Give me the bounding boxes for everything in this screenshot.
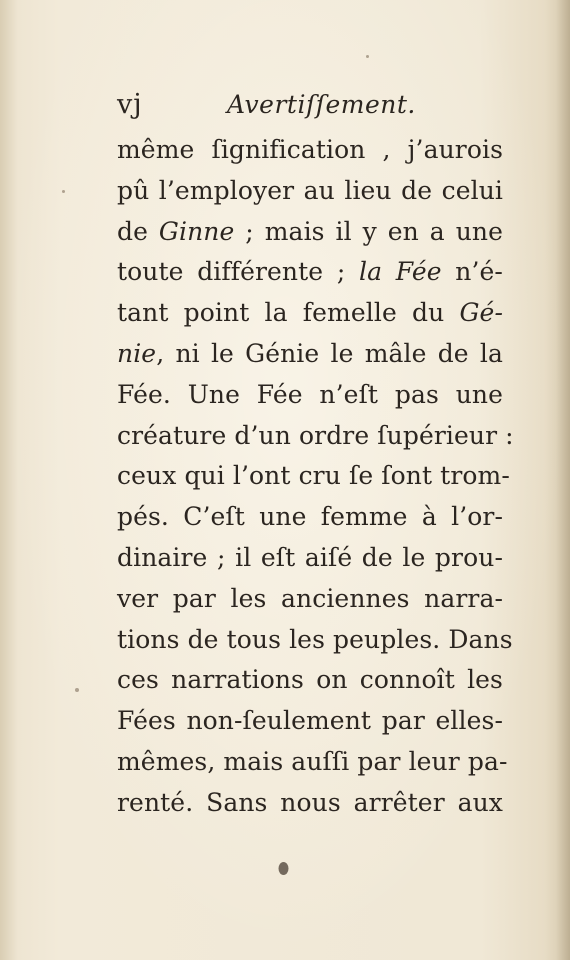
text-segment: renté. Sans nous arrêter aux bbox=[117, 787, 503, 817]
text-segment: toute différente ; bbox=[117, 257, 360, 287]
text-line bbox=[117, 130, 503, 171]
italic-text-segment: nie bbox=[117, 338, 157, 368]
text-line bbox=[117, 660, 503, 701]
text-line bbox=[117, 334, 503, 375]
text-line bbox=[117, 293, 503, 334]
text-line bbox=[117, 701, 503, 742]
text-segment: pés. C’eſt une femme à l’or- bbox=[117, 502, 503, 532]
text-segment: même ſignification , j’aurois bbox=[117, 135, 503, 164]
text-line bbox=[117, 783, 503, 824]
italic-text-segment: Ginne bbox=[158, 216, 235, 246]
text-line bbox=[117, 171, 503, 212]
paper-speck bbox=[75, 688, 79, 692]
text-segment: ver par les anciennes narra- bbox=[117, 583, 503, 613]
page-header bbox=[117, 88, 497, 124]
text-segment: ces narrations on connoît les bbox=[117, 665, 503, 695]
ink-dot-ornament-icon bbox=[277, 860, 290, 877]
italic-text-segment: Gé- bbox=[459, 298, 503, 328]
text-line bbox=[117, 742, 508, 783]
body-text bbox=[117, 130, 514, 824]
text-segment: de bbox=[117, 216, 159, 246]
text-line bbox=[117, 252, 503, 293]
text-segment: , ni le Génie le mâle de la bbox=[156, 338, 503, 368]
text-line bbox=[117, 538, 503, 579]
text-line bbox=[117, 375, 503, 416]
text-segment: Fée. Une Fée n’eſt pas une bbox=[117, 379, 503, 409]
text-segment: Fées non-ſeulement par elles- bbox=[117, 706, 503, 736]
text-segment: mêmes, mais auſſi par leur pa- bbox=[117, 746, 508, 776]
paper-speck bbox=[62, 190, 65, 193]
text-segment: dinaire ; il eſt aiſé de le prou- bbox=[117, 542, 503, 572]
text-line bbox=[117, 579, 503, 620]
text-segment: créature d’un ordre ſupérieur : bbox=[117, 420, 514, 450]
text-segment: n’é- bbox=[441, 257, 503, 287]
text-line bbox=[117, 416, 514, 457]
page-edge-shadow bbox=[556, 0, 570, 960]
text-segment: ; mais il y en a une bbox=[234, 216, 504, 246]
text-segment: pû l’employer au lieu de celui bbox=[117, 175, 503, 205]
running-title: Avertiſſement. bbox=[227, 90, 416, 119]
page-number: vj bbox=[117, 89, 143, 120]
text-segment: ceux qui l’ont cru ſe ſont trom- bbox=[117, 461, 510, 491]
italic-text-segment: la Fée bbox=[359, 257, 442, 287]
text-line bbox=[117, 497, 503, 538]
text-segment: tions de tous les peuples. Dans bbox=[117, 624, 513, 654]
text-segment: tant point la femelle du bbox=[117, 298, 460, 328]
text-line bbox=[117, 620, 513, 661]
text-line bbox=[117, 212, 503, 253]
text-line bbox=[117, 456, 510, 497]
paper-speck bbox=[366, 55, 369, 58]
